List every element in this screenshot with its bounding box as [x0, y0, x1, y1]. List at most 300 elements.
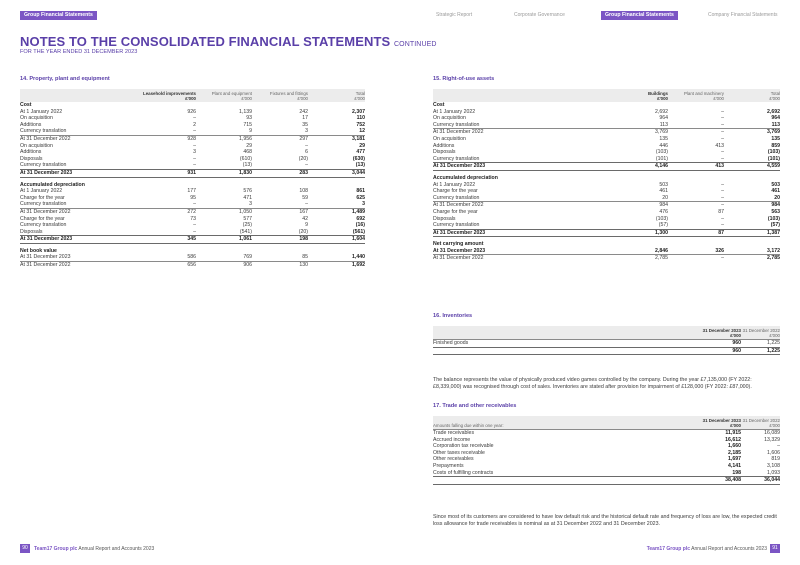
- row-label: Disposals: [433, 215, 456, 222]
- cell-value: 113: [659, 121, 668, 128]
- section-label-row: [433, 175, 780, 182]
- cell-value: (16): [355, 222, 365, 229]
- cell-value: 413: [668, 163, 724, 171]
- row-label: At 1 January 2022: [433, 181, 476, 188]
- cell-value: (57): [770, 222, 780, 229]
- cell-value: 984: [613, 202, 668, 209]
- cell-value: 964: [659, 115, 668, 122]
- table-row: [433, 149, 780, 156]
- table-header-row: [433, 89, 780, 102]
- cell-value: 9: [249, 128, 252, 135]
- cell-value: 4,559: [724, 163, 780, 171]
- nav-strategic-report[interactable]: Strategic Report: [436, 12, 473, 18]
- column-header: 31 December 2022 £'000: [742, 328, 780, 338]
- table-row: [20, 222, 365, 229]
- cell-value: 3,181: [308, 135, 365, 142]
- cell-value: 3,108: [767, 462, 780, 469]
- column-header: 31 December 2023 £'000: [688, 416, 741, 430]
- table-row: [433, 456, 780, 463]
- row-label: Currency translation: [433, 155, 480, 162]
- row-label: [433, 347, 688, 355]
- table-row: [433, 136, 780, 143]
- cell-value: 819: [771, 456, 780, 463]
- cell-value: 476: [659, 208, 668, 215]
- column-header: Plant and machinery £'000: [668, 89, 724, 102]
- table-row: [20, 143, 365, 150]
- cell-value: –: [721, 115, 724, 122]
- cell-value: 93: [246, 115, 252, 122]
- table-row: [433, 209, 780, 216]
- cell-value: 3: [193, 149, 196, 156]
- cell-value: 1,606: [767, 449, 780, 456]
- table-row: [20, 135, 365, 142]
- cell-value: (25): [242, 222, 252, 229]
- cell-value: 2,785: [724, 255, 780, 262]
- column-header: Fixtures and fittings £'000: [252, 89, 308, 102]
- cell-value: 413: [715, 142, 724, 149]
- cell-value: 984: [724, 202, 780, 209]
- cell-value: 29: [359, 142, 365, 149]
- row-label: At 31 December 2022: [20, 135, 140, 142]
- cell-value: –: [668, 202, 724, 209]
- cell-value: –: [305, 162, 308, 169]
- table-row: [433, 470, 780, 477]
- cell-value: 1,300: [613, 229, 668, 237]
- cell-value: –: [721, 108, 724, 115]
- cell-value: –: [193, 155, 196, 162]
- cell-value: 964: [771, 115, 780, 122]
- cell-value: 1,225: [741, 340, 780, 348]
- page-number-left: 90: [20, 544, 30, 553]
- cell-value: 4,146: [613, 163, 668, 171]
- cell-value: –: [668, 255, 724, 262]
- table-row: [433, 122, 780, 129]
- cell-value: –: [305, 142, 308, 149]
- row-label: On acquisition: [433, 115, 466, 122]
- cell-value: 130: [252, 262, 308, 269]
- cell-value: 3,769: [613, 129, 668, 136]
- cell-value: 297: [252, 135, 308, 142]
- table-row: [433, 216, 780, 223]
- row-label: Additions: [433, 142, 455, 149]
- row-label: Disposals: [20, 228, 43, 235]
- cell-value: –: [721, 155, 724, 162]
- table-row: [433, 109, 780, 116]
- footer-company-left: Team17 Group plc: [34, 546, 78, 552]
- table-row: [433, 255, 780, 262]
- table-row: [433, 450, 780, 457]
- cell-value: 1,604: [308, 236, 365, 244]
- total-row: [433, 163, 780, 171]
- section-label-row: [433, 241, 780, 248]
- row-label: At 31 December 2022: [20, 262, 140, 269]
- cell-value: –: [305, 201, 308, 208]
- page-title: [20, 34, 437, 49]
- section-label: Cost: [20, 102, 32, 108]
- cell-value: 59: [302, 194, 308, 201]
- cell-value: 167: [252, 208, 308, 215]
- cell-value: 906: [196, 262, 252, 269]
- total-row: [433, 347, 780, 355]
- page-number-right: 91: [770, 544, 780, 553]
- cell-value: (630): [352, 155, 365, 162]
- cell-value: (20): [298, 228, 308, 235]
- row-label: Other receivables: [433, 456, 474, 463]
- nav-company-financial-statements[interactable]: Company Financial Statements: [708, 12, 778, 18]
- cell-value: 108: [299, 188, 308, 195]
- row-label: Currency translation: [433, 121, 480, 128]
- row-label: Additions: [20, 149, 42, 156]
- table-row: [433, 463, 780, 470]
- header-label: Amounts falling due within one year:: [433, 416, 688, 430]
- cell-value: 85: [302, 254, 308, 261]
- table-row: [20, 115, 365, 122]
- row-label: Accrued income: [433, 436, 471, 443]
- row-label: Charge for the year: [433, 188, 478, 195]
- row-label: At 31 December 2022: [433, 202, 613, 209]
- cell-value: 625: [356, 194, 365, 201]
- cell-value: 198: [732, 469, 741, 476]
- section-label: Accumulated depreciation: [20, 181, 85, 188]
- cell-value: 928: [140, 135, 196, 142]
- cell-value: 1,697: [728, 456, 741, 463]
- cell-value: –: [193, 222, 196, 229]
- row-label: At 31 December 2022: [433, 129, 613, 136]
- cell-value: 38,408: [688, 477, 741, 485]
- cell-value: 283: [252, 169, 308, 177]
- row-label: Corporation tax receivable: [433, 443, 494, 450]
- cell-value: 3,769: [724, 129, 780, 136]
- table-row: [433, 222, 780, 229]
- nav-corporate-governance[interactable]: Corporate Governance: [514, 12, 565, 18]
- row-label: Trade receivables: [433, 430, 688, 437]
- cell-value: –: [721, 181, 724, 188]
- column-header: Leasehold improvements £'000: [140, 89, 196, 102]
- cell-value: 1,440: [352, 254, 365, 261]
- cell-value: 73: [190, 215, 196, 222]
- row-label: On acquisition: [20, 115, 53, 122]
- row-label: At 31 December 2022: [20, 208, 140, 215]
- section-label: Net book value: [20, 247, 57, 254]
- cell-value: –: [721, 121, 724, 128]
- total-row: [433, 229, 780, 237]
- cell-value: 11,915: [688, 430, 741, 437]
- cell-value: 861: [356, 188, 365, 195]
- cell-value: 12: [359, 128, 365, 135]
- ppe-heading: 14. Property, plant and equipment: [20, 76, 110, 82]
- cell-value: 503: [659, 181, 668, 188]
- cell-value: 2,846: [655, 247, 668, 254]
- inventories-heading: 16. Inventories: [433, 313, 473, 319]
- table-row: [433, 202, 780, 209]
- cell-value: 9: [305, 222, 308, 229]
- cell-value: –: [721, 194, 724, 201]
- cell-value: 926: [187, 108, 196, 115]
- row-label: Other taxes receivable: [433, 449, 485, 456]
- cell-value: 1,225: [741, 347, 780, 355]
- row-label: Finished goods: [433, 340, 688, 348]
- cell-value: –: [721, 135, 724, 142]
- cell-value: 2,185: [728, 449, 741, 456]
- cell-value: 42: [302, 215, 308, 222]
- row-label: At 31 December 2023: [20, 169, 140, 177]
- table-row: [433, 248, 780, 255]
- cell-value: 242: [299, 108, 308, 115]
- cell-value: (541): [239, 228, 252, 235]
- row-label: Currency translation: [20, 162, 67, 169]
- row-label: On acquisition: [433, 135, 466, 142]
- column-header: Buildings £'000: [613, 89, 668, 102]
- table-row: [20, 188, 365, 195]
- cell-value: (610): [239, 155, 252, 162]
- row-label: At 31 December 2023: [433, 247, 486, 254]
- column-header: Total £'000: [308, 89, 365, 102]
- table-header-row: [433, 326, 780, 340]
- cell-value: 1,956: [196, 135, 252, 142]
- cell-value: –: [668, 129, 724, 136]
- cell-value: 3,172: [767, 247, 780, 254]
- column-header: 31 December 2023 £'000: [688, 326, 741, 340]
- cell-value: (103): [655, 149, 668, 156]
- cell-value: –: [193, 162, 196, 169]
- cell-value: 656: [140, 262, 196, 269]
- cell-value: 95: [190, 194, 196, 201]
- nav-group-financial-statements[interactable]: Group Financial Statements: [601, 11, 678, 20]
- row-label: At 1 January 2022: [433, 108, 476, 115]
- cell-value: 177: [187, 188, 196, 195]
- header-label: [433, 89, 613, 102]
- footer-report-left: Annual Report and Accounts 2023: [78, 546, 155, 552]
- table-row: [433, 188, 780, 195]
- row-label: Currency translation: [20, 128, 67, 135]
- cell-value: 16,089: [741, 430, 780, 437]
- cell-value: (13): [242, 162, 252, 169]
- cell-value: 35: [302, 121, 308, 128]
- column-header: Total £'000: [724, 89, 780, 102]
- receivables-heading: 17. Trade and other receivables: [433, 403, 517, 409]
- cell-value: 2,785: [613, 255, 668, 262]
- section-label-row: [20, 182, 365, 189]
- cell-value: 3,044: [308, 169, 365, 177]
- cell-value: 87: [718, 208, 724, 215]
- cell-value: 752: [356, 121, 365, 128]
- cell-value: –: [193, 142, 196, 149]
- row-label: At 31 December 2023: [20, 236, 140, 244]
- table-row: [433, 437, 780, 444]
- row-label: Currency translation: [433, 222, 480, 229]
- table-row: [433, 430, 780, 437]
- cell-value: (101): [767, 155, 780, 162]
- table-row: [20, 109, 365, 116]
- cell-value: 4,141: [728, 462, 741, 469]
- row-label: Charge for the year: [433, 208, 478, 215]
- total-row: [20, 236, 365, 244]
- row-label: Currency translation: [20, 222, 67, 229]
- table-row: [433, 340, 780, 348]
- cell-value: 715: [243, 121, 252, 128]
- cell-value: –: [193, 115, 196, 122]
- rou-table: [433, 89, 780, 262]
- cell-value: 326: [715, 247, 724, 254]
- cell-value: 13,329: [764, 436, 780, 443]
- row-label: Disposals: [433, 149, 456, 156]
- row-label: Currency translation: [433, 194, 480, 201]
- cell-value: 563: [771, 208, 780, 215]
- cell-value: 692: [356, 215, 365, 222]
- header-label: [20, 89, 140, 102]
- row-label: At 31 December 2023: [20, 254, 71, 261]
- row-label: At 31 December 2022: [433, 255, 613, 262]
- cell-value: –: [193, 128, 196, 135]
- table-row: [20, 162, 365, 169]
- cell-value: 17: [302, 115, 308, 122]
- footer-company-right: Team17 Group plc: [646, 546, 690, 552]
- cell-value: –: [721, 188, 724, 195]
- cell-value: –: [721, 222, 724, 229]
- section-tag-left: Group Financial Statements: [20, 11, 97, 20]
- cell-value: 461: [659, 188, 668, 195]
- cell-value: 1,139: [239, 108, 252, 115]
- table-row: [20, 254, 365, 261]
- cell-value: 6: [305, 149, 308, 156]
- cell-value: 503: [771, 181, 780, 188]
- table-row: [433, 443, 780, 450]
- row-label: Currency translation: [20, 201, 67, 208]
- cell-value: (13): [355, 162, 365, 169]
- cell-value: 1,050: [196, 208, 252, 215]
- rou-heading: 15. Right-of-use assets: [433, 76, 495, 82]
- cell-value: –: [721, 215, 724, 222]
- table-row: [20, 262, 365, 269]
- table-row: [20, 229, 365, 236]
- cell-value: 586: [187, 254, 196, 261]
- row-label: Disposals: [20, 155, 43, 162]
- table-row: [20, 195, 365, 202]
- row-label: Additions: [20, 121, 42, 128]
- cell-value: 135: [771, 135, 780, 142]
- cell-value: 135: [659, 135, 668, 142]
- table-row: [20, 128, 365, 135]
- cell-value: (561): [352, 228, 365, 235]
- table-row: [20, 156, 365, 163]
- cell-value: 471: [243, 194, 252, 201]
- cell-value: (57): [658, 222, 668, 229]
- cell-value: 931: [140, 169, 196, 177]
- cell-value: 1,061: [196, 236, 252, 244]
- cell-value: 110: [356, 115, 365, 122]
- column-header: Plant and equipment £'000: [196, 89, 252, 102]
- inventories-note: The balance represents the value of physically produced video games controlled by the company. During the year £7,135,000 (FY 2022: £8,339,000) was recognised through cost of sales. Inventories are stated after provision for impairment of £128,000 (FY 2022: £87,000).: [433, 377, 752, 390]
- cell-value: (103): [767, 215, 780, 222]
- table-row: [20, 149, 365, 156]
- cell-value: 36,044: [741, 477, 780, 485]
- table-row: [433, 195, 780, 202]
- cell-value: 576: [243, 188, 252, 195]
- cell-value: 345: [140, 236, 196, 244]
- cell-value: 198: [252, 236, 308, 244]
- total-row: [433, 477, 780, 485]
- cell-value: 20: [774, 194, 780, 201]
- receivables-note: Since most of its customers are considered to have low default risk and the historical default rate and frequency of loss are low, the expected credit loss allowance for trade receivables is nominal as at 31 December 2022 and 31 December 2023.: [433, 514, 777, 527]
- cell-value: 3: [249, 201, 252, 208]
- row-label: At 31 December 2023: [433, 229, 613, 237]
- total-row: [20, 169, 365, 177]
- cell-value: 2: [193, 121, 196, 128]
- table-header-row: [433, 416, 780, 430]
- cell-value: 960: [688, 340, 741, 348]
- cell-value: 468: [243, 149, 252, 156]
- row-label: Prepayments: [433, 462, 464, 469]
- page-subtitle: FOR THE YEAR ENDED 31 DECEMBER 2023: [20, 49, 138, 55]
- table-row: [433, 143, 780, 150]
- table-row: [433, 129, 780, 136]
- cell-value: 859: [771, 142, 780, 149]
- cell-value: 1,692: [308, 262, 365, 269]
- cell-value: 1,489: [308, 208, 365, 215]
- cell-value: (103): [767, 149, 780, 156]
- row-label: On acquisition: [20, 142, 53, 149]
- cell-value: 769: [243, 254, 252, 261]
- table-header-row: [20, 89, 365, 102]
- cell-value: 16,612: [725, 436, 741, 443]
- cell-value: 461: [771, 188, 780, 195]
- row-label: Charge for the year: [20, 215, 65, 222]
- cell-value: 1,093: [767, 469, 780, 476]
- table-row: [433, 182, 780, 189]
- table-row: [433, 115, 780, 122]
- cell-value: 577: [243, 215, 252, 222]
- header-label: [433, 326, 688, 340]
- cell-value: 477: [356, 149, 365, 156]
- cell-value: –: [721, 149, 724, 156]
- cell-value: –: [777, 443, 780, 450]
- section-label: Cost: [433, 102, 445, 108]
- table-row: [20, 122, 365, 129]
- cell-value: 1,660: [728, 443, 741, 450]
- cell-value: 272: [140, 208, 196, 215]
- page-title-suffix: CONTINUED: [394, 41, 437, 48]
- column-header: 31 December 2022 £'000: [742, 418, 780, 428]
- footer-right: [647, 546, 767, 552]
- inventories-table: [433, 326, 780, 355]
- footer-left: [34, 546, 154, 552]
- table-row: [433, 156, 780, 163]
- row-label: [433, 477, 688, 485]
- cell-value: –: [193, 228, 196, 235]
- cell-value: (20): [298, 155, 308, 162]
- table-row: [20, 216, 365, 223]
- cell-value: (103): [655, 215, 668, 222]
- table-row: [20, 208, 365, 215]
- row-label: At 1 January 2022: [20, 188, 63, 195]
- ppe-table: [20, 89, 365, 269]
- cell-value: 960: [688, 347, 741, 355]
- cell-value: 87: [668, 229, 724, 237]
- cell-value: 3: [362, 201, 365, 208]
- cell-value: 1,830: [196, 169, 252, 177]
- page-title-text: NOTES TO THE CONSOLIDATED FINANCIAL STATEMENTS: [20, 34, 391, 49]
- section-label-row: [433, 102, 780, 109]
- cell-value: –: [193, 201, 196, 208]
- row-label: At 1 January 2022: [20, 108, 63, 115]
- cell-value: 20: [662, 194, 668, 201]
- cell-value: 2,692: [767, 108, 780, 115]
- cell-value: (101): [655, 155, 668, 162]
- section-label-row: [20, 102, 365, 109]
- table-row: [20, 201, 365, 208]
- section-label: Accumulated depreciation: [433, 174, 498, 181]
- cell-value: 3: [305, 128, 308, 135]
